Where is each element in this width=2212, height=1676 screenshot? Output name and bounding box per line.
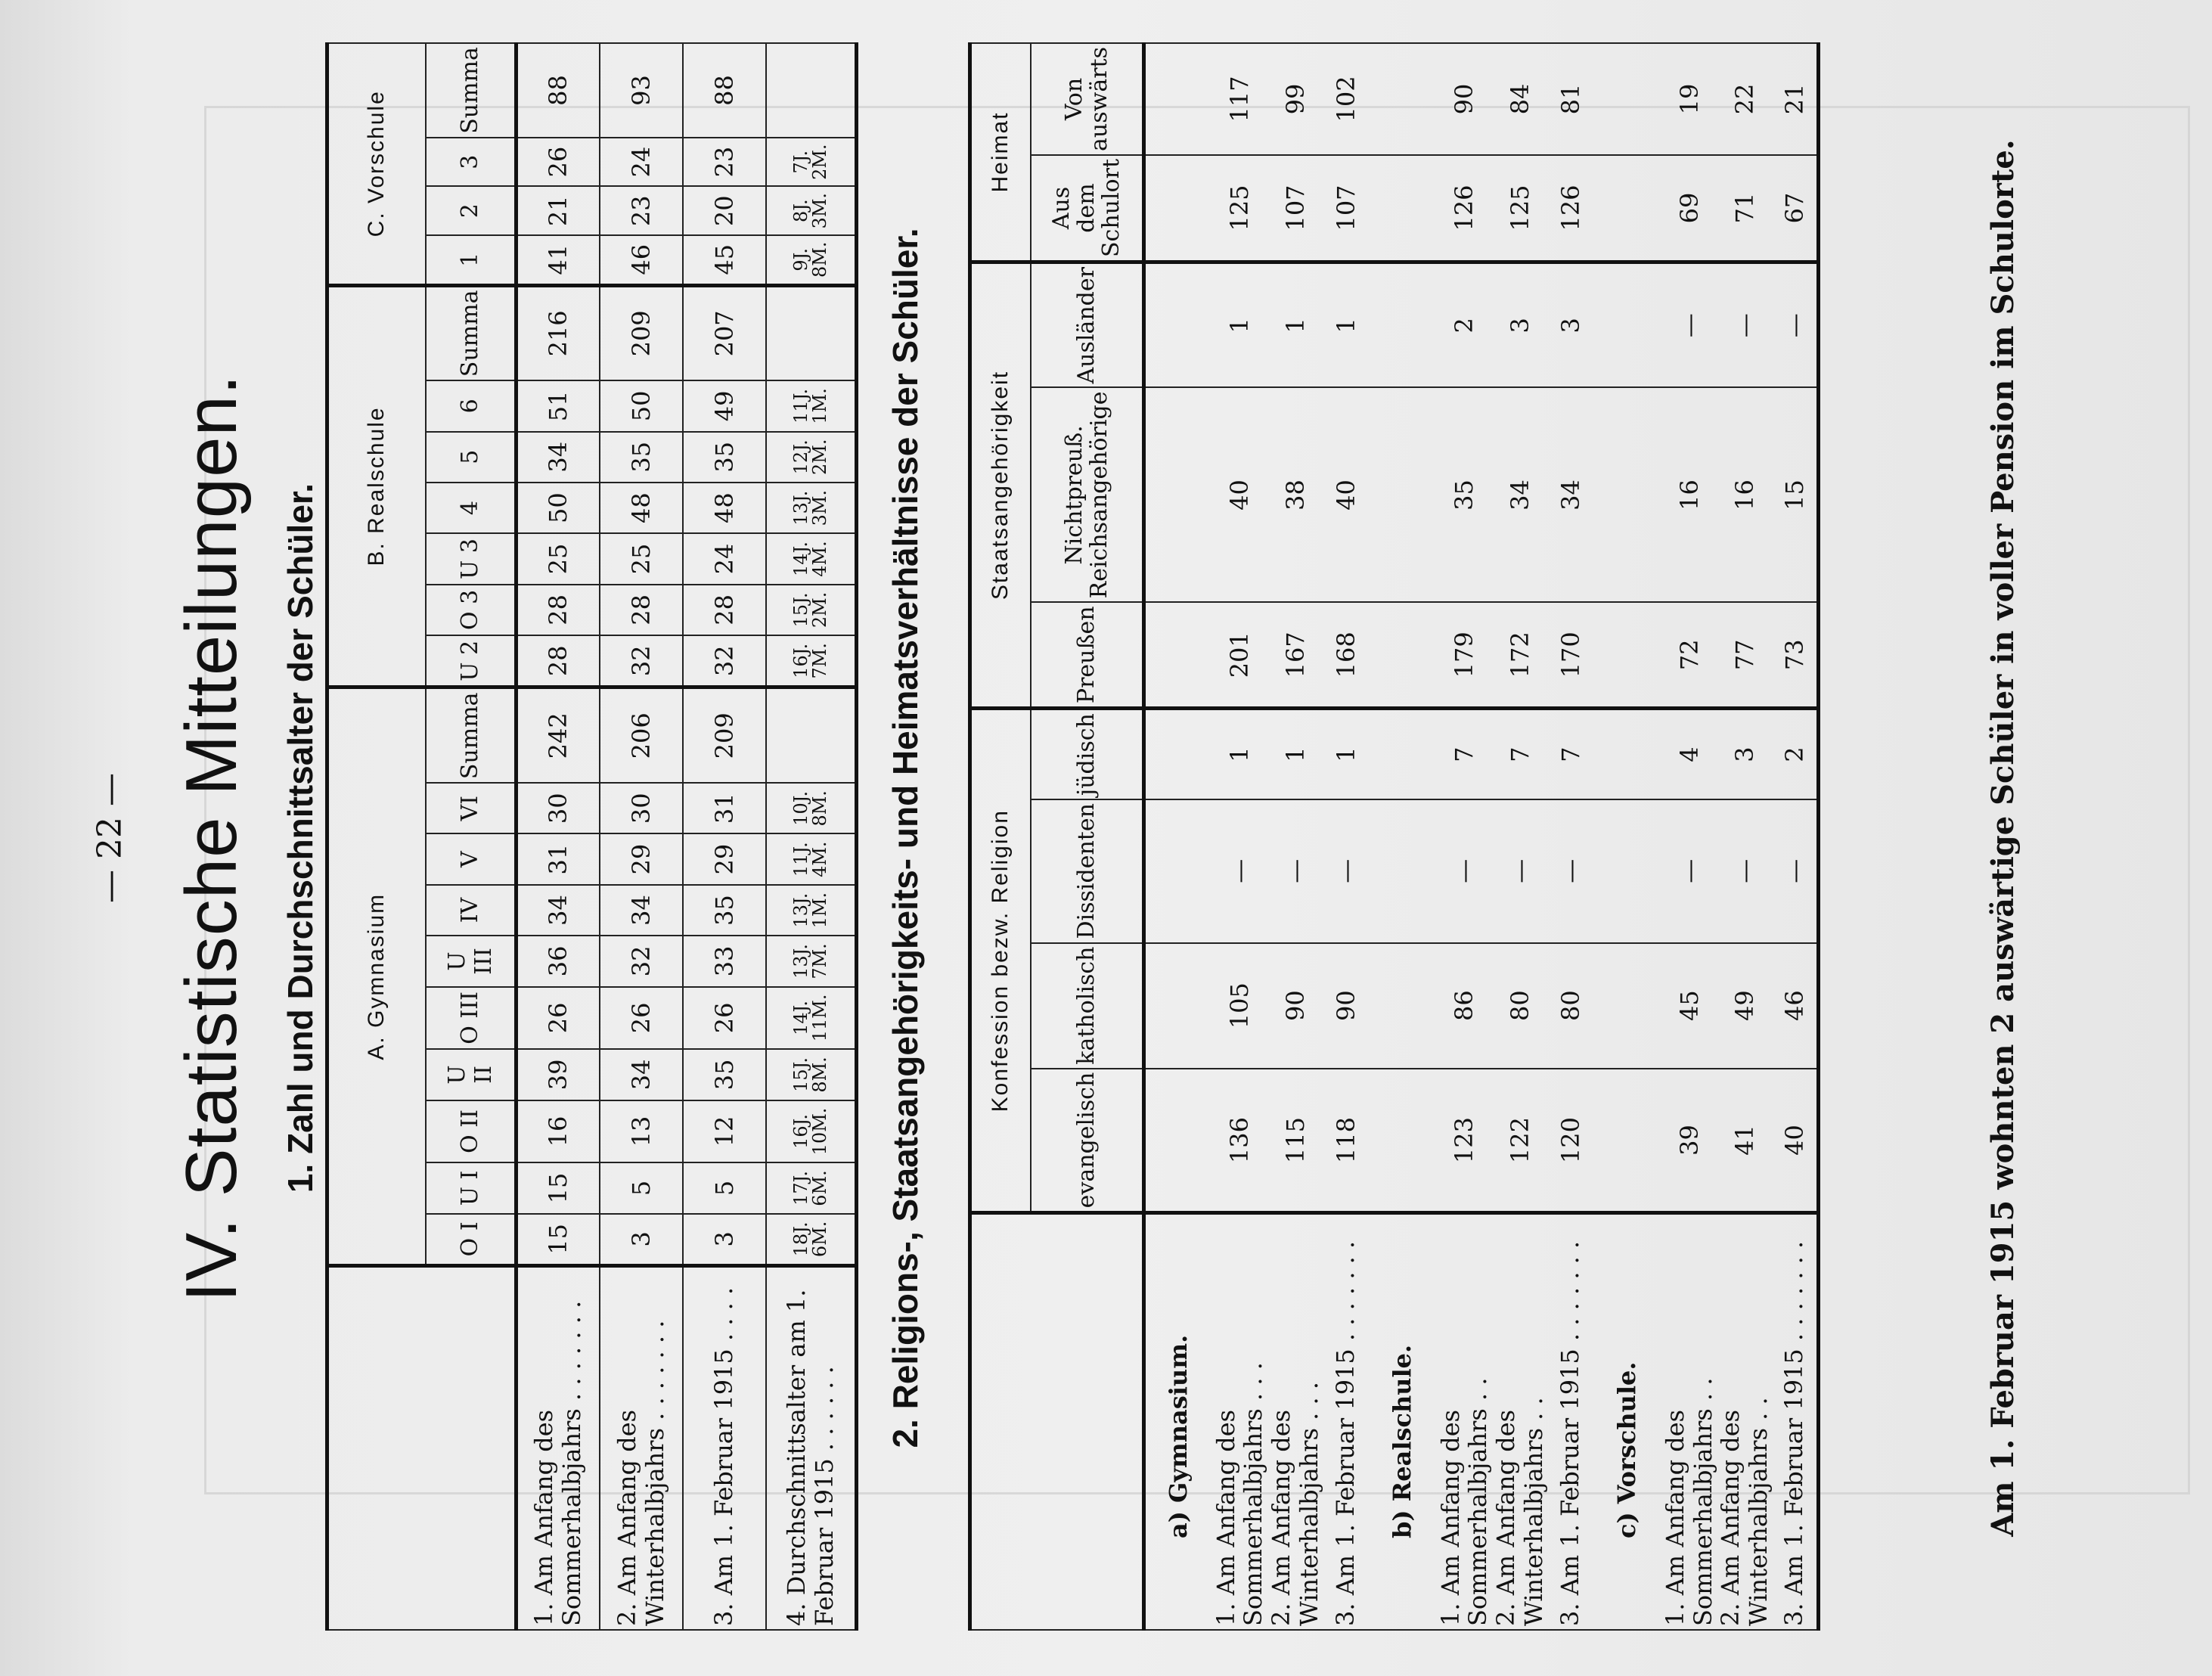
cell: 29 — [600, 833, 683, 884]
cell: 90 — [1323, 943, 1369, 1069]
cell: 105 — [1212, 943, 1268, 1069]
cell: 14J. 4M. — [766, 533, 857, 584]
cell: 39 — [517, 1049, 600, 1100]
cell: 80 — [1548, 943, 1593, 1069]
cell: 20 — [683, 186, 766, 235]
cell: 3 — [1492, 262, 1548, 388]
cell — [766, 687, 857, 783]
cell: 7 — [1437, 709, 1493, 799]
section-row — [1144, 43, 1212, 1630]
cell: 1 — [1323, 709, 1369, 799]
class-header: 5 — [426, 432, 517, 483]
cell: 1 — [1267, 709, 1323, 799]
cell: 13J. 7M. — [766, 936, 857, 986]
empty-cell — [1593, 943, 1661, 1069]
group-header: A. Gymnasium — [327, 687, 426, 1266]
cell: 107 — [1267, 155, 1323, 262]
table-row — [766, 43, 857, 1630]
section-name: a) Gymnasium. — [1144, 1213, 1212, 1630]
cell: 123 — [1437, 1069, 1493, 1213]
cell: 10J. 8M. — [766, 783, 857, 833]
cell: 126 — [1548, 155, 1593, 262]
column-header: Aus dem Schulort — [1031, 155, 1144, 262]
cell: 73 — [1773, 602, 1818, 708]
class-header: U I — [426, 1162, 517, 1213]
column-header: jüdisch — [1031, 709, 1144, 799]
cell: 1 — [1323, 262, 1369, 388]
row-label: 3. Am 1. Februar 1915 . . . . . . . — [1773, 1213, 1818, 1630]
cell: 48 — [600, 483, 683, 533]
cell: 88 — [683, 43, 766, 138]
cell: 201 — [1212, 602, 1268, 708]
cell: 15 — [517, 1162, 600, 1213]
empty-cell — [1593, 1069, 1661, 1213]
cell: 206 — [600, 687, 683, 783]
cell: 90 — [1267, 943, 1323, 1069]
cell: 167 — [1267, 602, 1323, 708]
cell: 24 — [683, 533, 766, 584]
cell: — — [1437, 799, 1493, 942]
cell: 3 — [1717, 709, 1773, 799]
empty-cell — [1144, 43, 1212, 155]
cell: — — [1212, 799, 1268, 942]
class-header: U III — [426, 936, 517, 986]
cell: 126 — [1437, 155, 1493, 262]
class-header: Summa — [426, 285, 517, 380]
cell: 99 — [1267, 43, 1323, 155]
cell: 36 — [517, 936, 600, 986]
table-row — [1323, 43, 1369, 1630]
cell: 45 — [683, 235, 766, 285]
cell — [766, 285, 857, 380]
cell: 46 — [1773, 943, 1818, 1069]
cell: 15 — [517, 1214, 600, 1266]
cell: 45 — [1661, 943, 1717, 1069]
cell: 12 — [683, 1100, 766, 1163]
cell: — — [1492, 799, 1548, 942]
cell: 31 — [517, 833, 600, 884]
cell: 28 — [600, 585, 683, 635]
cell: 13J. 3M. — [766, 483, 857, 533]
cell: 25 — [600, 533, 683, 584]
cell: 3 — [1548, 262, 1593, 388]
cell: 33 — [683, 936, 766, 986]
class-header: 3 — [426, 138, 517, 187]
table-row — [1717, 43, 1773, 1630]
class-header: U II — [426, 1049, 517, 1100]
cell: 41 — [517, 235, 600, 285]
column-header: Nichtpreuß. Reichsangehörige — [1031, 388, 1144, 603]
cell: 26 — [683, 987, 766, 1050]
table-row — [1661, 43, 1717, 1630]
column-header: Von auswärts — [1031, 43, 1144, 155]
cell: 9J. 8M. — [766, 235, 857, 285]
cell: 77 — [1717, 602, 1773, 708]
age-table — [325, 42, 858, 1631]
cell: 80 — [1492, 943, 1548, 1069]
cell: — — [1267, 799, 1323, 942]
empty-cell — [1593, 262, 1661, 388]
empty-cell — [1369, 262, 1437, 388]
cell: 11J. 1M. — [766, 380, 857, 431]
empty-cell — [1593, 388, 1661, 603]
cell: 15 — [1773, 388, 1818, 603]
corner-cell — [327, 1266, 517, 1631]
cell: 28 — [683, 585, 766, 635]
group-header: Staatsangehörigkeit — [970, 262, 1031, 709]
cell: 26 — [517, 987, 600, 1050]
cell: 88 — [517, 43, 600, 138]
cell: 35 — [683, 432, 766, 483]
group-header: C. Vorschule — [327, 43, 426, 285]
class-header: 1 — [426, 235, 517, 285]
cell: 122 — [1492, 1069, 1548, 1213]
empty-cell — [1144, 943, 1212, 1069]
cell: 18J. 6M. — [766, 1214, 857, 1266]
cell: 170 — [1548, 602, 1593, 708]
empty-cell — [1144, 799, 1212, 942]
cell: 107 — [1323, 155, 1369, 262]
cell: 11J. 4M. — [766, 833, 857, 884]
cell: 31 — [683, 783, 766, 833]
cell: 49 — [1717, 943, 1773, 1069]
table-row — [1212, 43, 1268, 1630]
cell: 28 — [517, 585, 600, 635]
empty-cell — [1593, 155, 1661, 262]
group-header: Konfession bezw. Religion — [970, 709, 1031, 1213]
cell: 34 — [600, 1049, 683, 1100]
table-row — [1437, 43, 1493, 1630]
empty-cell — [1144, 709, 1212, 799]
class-header: O I — [426, 1214, 517, 1266]
cell: 172 — [1492, 602, 1548, 708]
cell: 19 — [1661, 43, 1717, 155]
cell: 120 — [1548, 1069, 1593, 1213]
cell: 69 — [1661, 155, 1717, 262]
cell: 22 — [1717, 43, 1773, 155]
cell: 84 — [1492, 43, 1548, 155]
cell: 16 — [1661, 388, 1717, 603]
cell: 16J. 10M. — [766, 1100, 857, 1163]
empty-cell — [1593, 602, 1661, 708]
cell: 1 — [1267, 262, 1323, 388]
cell: 17J. 6M. — [766, 1162, 857, 1213]
cell: 50 — [517, 483, 600, 533]
cell: 41 — [1717, 1069, 1773, 1213]
cell: 102 — [1323, 43, 1369, 155]
cell: 81 — [1548, 43, 1593, 155]
table-row — [1548, 43, 1593, 1630]
cell: 207 — [683, 285, 766, 380]
cell: 34 — [517, 885, 600, 936]
class-header: V — [426, 833, 517, 884]
cell: 24 — [600, 138, 683, 187]
cell: 72 — [1661, 602, 1717, 708]
table-row — [1773, 43, 1818, 1630]
cell — [766, 43, 857, 138]
cell: 86 — [1437, 943, 1493, 1069]
cell: 25 — [517, 533, 600, 584]
cell: 50 — [600, 380, 683, 431]
cell: 13J. 1M. — [766, 885, 857, 936]
class-header: Summa — [426, 687, 517, 783]
class-header: O 3 — [426, 585, 517, 635]
cell: 21 — [517, 186, 600, 235]
class-header: IV — [426, 885, 517, 936]
cell: 7 — [1492, 709, 1548, 799]
table-row — [600, 43, 683, 1630]
cell: 93 — [600, 43, 683, 138]
section1-heading: 1. Zahl und Durchschnittsalter der Schüler. — [281, 483, 320, 1193]
empty-cell — [1144, 388, 1212, 603]
cell: — — [1773, 262, 1818, 388]
cell: 125 — [1492, 155, 1548, 262]
cell: 40 — [1212, 388, 1268, 603]
cell: 242 — [517, 687, 600, 783]
cell: 35 — [683, 1049, 766, 1100]
class-header: 6 — [426, 380, 517, 431]
class-header: O III — [426, 987, 517, 1050]
cell: 90 — [1437, 43, 1493, 155]
table-row — [683, 43, 766, 1630]
cell: — — [1717, 799, 1773, 942]
cell: 136 — [1212, 1069, 1268, 1213]
cell: — — [1661, 799, 1717, 942]
row-label: 2. Am Anfang des Winterhalbjahrs . . . — [1267, 1213, 1323, 1630]
row-label: 1. Am Anfang des Sommerhalbjahrs . . — [1661, 1213, 1717, 1630]
column-header: Ausländer — [1031, 262, 1144, 388]
cell: 35 — [1437, 388, 1493, 603]
cell: 28 — [517, 635, 600, 687]
class-header: VI — [426, 783, 517, 833]
section2-heading: 2. Religions-, Staatsangehörigkeits- und Heimatsverhältnisse der Schüler. — [886, 228, 925, 1448]
cell: 35 — [683, 885, 766, 936]
cell: 39 — [1661, 1069, 1717, 1213]
cell: 67 — [1773, 155, 1818, 262]
empty-cell — [1369, 943, 1437, 1069]
cell: 34 — [1492, 388, 1548, 603]
class-header: O II — [426, 1100, 517, 1163]
cell: 34 — [1548, 388, 1593, 603]
footnote: Am 1. Februar 1915 wohnten 2 auswärtige Schüler in voller Pension im Schulorte. — [1985, 139, 2021, 1537]
cell: — — [1323, 799, 1369, 942]
table-row — [1492, 43, 1548, 1630]
cell: — — [1773, 799, 1818, 942]
cell: 5 — [683, 1162, 766, 1213]
cell: — — [1661, 262, 1717, 388]
row-label: 4. Durchschnittsalter am 1. Februar 1915 . . . . . . — [766, 1266, 857, 1631]
cell: 71 — [1717, 155, 1773, 262]
cell: 115 — [1267, 1069, 1323, 1213]
cell: 15J. 8M. — [766, 1049, 857, 1100]
group-header: B. Realschule — [327, 285, 426, 687]
empty-cell — [1369, 1069, 1437, 1213]
row-label: 2. Am Anfang des Winterhalbjahrs . . — [1717, 1213, 1773, 1630]
cell: 38 — [1267, 388, 1323, 603]
cell: 49 — [683, 380, 766, 431]
cell: 5 — [600, 1162, 683, 1213]
cell: 1 — [1212, 262, 1268, 388]
row-label: 1. Am Anfang des Sommerhalbjahrs . . . — [1212, 1213, 1268, 1630]
cell: 35 — [600, 432, 683, 483]
cell: 48 — [683, 483, 766, 533]
section-row — [1369, 43, 1437, 1630]
page-title: IV. Statistische Mitteilungen. — [171, 374, 252, 1302]
cell: 4 — [1661, 709, 1717, 799]
cell: 21 — [1773, 43, 1818, 155]
empty-cell — [1144, 1069, 1212, 1213]
class-header: U 2 — [426, 635, 517, 687]
cell: 29 — [683, 833, 766, 884]
cell: 46 — [600, 235, 683, 285]
cell: 216 — [517, 285, 600, 380]
cell: 32 — [600, 936, 683, 986]
cell: 13 — [600, 1100, 683, 1163]
empty-cell — [1144, 602, 1212, 708]
row-label: 2. Am Anfang des Winterhalbjahrs . . — [1492, 1213, 1548, 1630]
row-label: 2. Am Anfang des Winterhalbjahrs . . . . . . . — [600, 1266, 683, 1631]
cell: 2 — [1437, 262, 1493, 388]
cell: 7 — [1548, 709, 1593, 799]
row-label: 3. Am 1. Februar 1915 . . . . . . . — [1323, 1213, 1369, 1630]
empty-cell — [1369, 155, 1437, 262]
column-header: katholisch — [1031, 943, 1144, 1069]
cell: 209 — [683, 687, 766, 783]
cell: 16 — [1717, 388, 1773, 603]
row-label: 3. Am 1. Februar 1915 . . . . . . . — [1548, 1213, 1593, 1630]
cell: 34 — [600, 885, 683, 936]
cell: — — [1717, 262, 1773, 388]
class-header: U 3 — [426, 533, 517, 584]
cell: 12J. 2M. — [766, 432, 857, 483]
cell: 30 — [517, 783, 600, 833]
table-row — [517, 43, 600, 1630]
empty-cell — [1144, 155, 1212, 262]
section-row — [1593, 43, 1661, 1630]
column-header: Preußen — [1031, 602, 1144, 708]
class-header: Summa — [426, 43, 517, 138]
page-number: — 22 — — [91, 773, 129, 903]
cell: 118 — [1323, 1069, 1369, 1213]
row-label: 3. Am 1. Februar 1915 . . . . — [683, 1266, 766, 1631]
cell: 7J. 2M. — [766, 138, 857, 187]
empty-cell — [1593, 709, 1661, 799]
cell: 125 — [1212, 155, 1268, 262]
empty-cell — [1369, 388, 1437, 603]
cell: 3 — [600, 1214, 683, 1266]
cell: 30 — [600, 783, 683, 833]
cell: 23 — [683, 138, 766, 187]
cell: 15J. 2M. — [766, 585, 857, 635]
table-row — [1267, 43, 1323, 1630]
cell: 168 — [1323, 602, 1369, 708]
class-header: 4 — [426, 483, 517, 533]
cell: 26 — [517, 138, 600, 187]
row-label: 1. Am Anfang des Sommerhalbjahrs . . . . . . . — [517, 1266, 600, 1631]
empty-cell — [1593, 799, 1661, 942]
religion-table — [968, 42, 1820, 1631]
section-name: c) Vorschule. — [1593, 1213, 1661, 1630]
cell: 179 — [1437, 602, 1493, 708]
corner-cell — [970, 1213, 1144, 1630]
cell: — — [1548, 799, 1593, 942]
cell: 2 — [1773, 709, 1818, 799]
section-name: b) Realschule. — [1369, 1213, 1437, 1630]
row-label: 1. Am Anfang des Sommerhalbjahrs . . — [1437, 1213, 1493, 1630]
empty-cell — [1369, 709, 1437, 799]
cell: 1 — [1212, 709, 1268, 799]
cell: 16J. 7M. — [766, 635, 857, 687]
cell: 117 — [1212, 43, 1268, 155]
cell: 40 — [1773, 1069, 1818, 1213]
empty-cell — [1369, 43, 1437, 155]
cell: 26 — [600, 987, 683, 1050]
cell: 40 — [1323, 388, 1369, 603]
class-header: 2 — [426, 186, 517, 235]
cell: 34 — [517, 432, 600, 483]
column-header: Dissidenten — [1031, 799, 1144, 942]
cell: 14J. 11M. — [766, 987, 857, 1050]
cell: 23 — [600, 186, 683, 235]
group-header: Heimat — [970, 43, 1031, 262]
empty-cell — [1144, 262, 1212, 388]
cell: 16 — [517, 1100, 600, 1163]
column-header: evangelisch — [1031, 1069, 1144, 1213]
cell: 3 — [683, 1214, 766, 1266]
cell: 51 — [517, 380, 600, 431]
cell: 8J. 3M. — [766, 186, 857, 235]
cell: 32 — [600, 635, 683, 687]
empty-cell — [1369, 799, 1437, 942]
cell: 209 — [600, 285, 683, 380]
empty-cell — [1369, 602, 1437, 708]
cell: 32 — [683, 635, 766, 687]
empty-cell — [1593, 43, 1661, 155]
